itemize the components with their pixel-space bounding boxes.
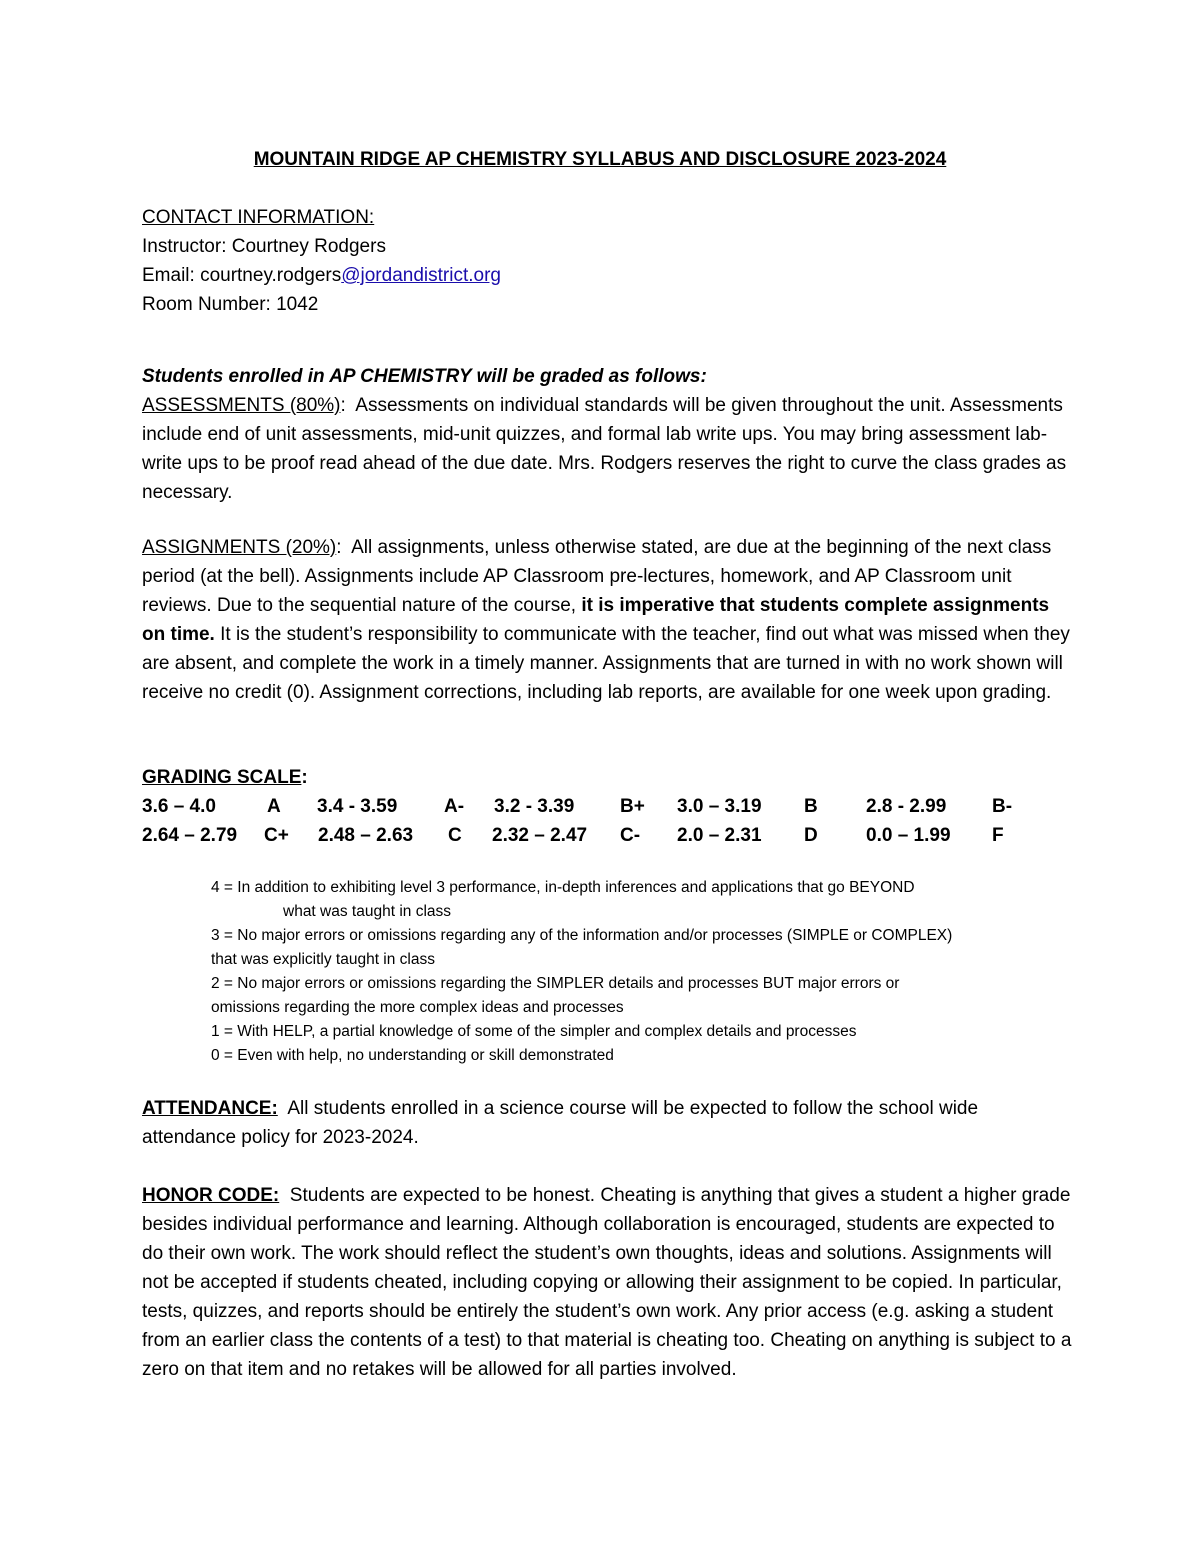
- grade-range: 2.32 – 2.47: [492, 825, 588, 846]
- page-title: MOUNTAIN RIDGE AP CHEMISTRY SYLLABUS AND DISCLOSURE 2023-2024: [253, 149, 947, 170]
- assignments-section: [142, 533, 1072, 707]
- grade-range: 2.0 – 2.31: [677, 825, 762, 846]
- honor-code-text: Students are expected to be honest. Cheating is anything that gives a student a higher grade besides individual performance and learning. Although collaboration is encouraged, students are expected to do their own work. The work should reflect the student’s own thoughts, ideas and solutions. Assignments will not be accepted if students cheated, including copying or allowing their assignment to be copied. In particular, tests, quizzes, and reports should be entirely the student’s own work. Any prior access (e.g. asking a student from an earlier class the contents of a test) to that material is cheating too. Cheating on anything is subject to a zero on that item and no retakes will be allowed for all parties involved.: [142, 1185, 1072, 1380]
- grade-letter: B+: [620, 796, 645, 817]
- grade-range: 3.0 – 3.19: [677, 796, 762, 817]
- attendance-text: All students enrolled in a science course will be expected to follow the school wide attendance policy for 2023-2024.: [142, 1098, 979, 1148]
- grade-letter: A-: [444, 796, 465, 817]
- grade-letter: D: [804, 825, 818, 846]
- level-0-line: 0 = Even with help, no understanding or skill demonstrated: [211, 1047, 614, 1064]
- level-2-line-1: 2 = No major errors or omissions regarding the SIMPLER details and processes BUT major errors or: [211, 975, 900, 992]
- grade-range: 0.0 – 1.99: [866, 825, 951, 846]
- assessments-heading: ASSESSMENTS (80%): [142, 395, 341, 416]
- honor-code-section: [142, 1181, 1072, 1384]
- instructor-line: Instructor: Courtney Rodgers: [142, 236, 386, 257]
- grade-range: 3.4 - 3.59: [317, 796, 398, 817]
- assignments-paragraph: [142, 533, 1072, 707]
- grading-scale-heading: GRADING SCALE: [142, 767, 302, 788]
- level-2-line-2: omissions regarding the more complex ideas and processes: [211, 999, 624, 1016]
- contact-section: [142, 203, 1072, 319]
- level-4-line-2: what was taught in class: [283, 903, 452, 920]
- grade-letter: B: [804, 796, 818, 817]
- grade-letter: C-: [620, 825, 641, 846]
- email-prefix: Email: courtney.rodgers: [142, 265, 342, 286]
- assignments-heading: ASSIGNMENTS (20%): [142, 537, 337, 558]
- grade-range: 2.64 – 2.79: [142, 825, 238, 846]
- grade-letter: B-: [992, 796, 1013, 817]
- assignments-text-a: All assignments, unless otherwise stated, are due at the beginning of the next class period (at the bell). Assignments include AP Classroom pre-lectures, homework, and AP Classroom unit reviews. Due to the sequential nature of the course,: [142, 537, 1052, 616]
- grade-range: 2.8 - 2.99: [866, 796, 947, 817]
- assessments-paragraph: [142, 391, 1072, 507]
- level-1-line: 1 = With HELP, a partial knowledge of some of the simpler and complex details and processes: [211, 1023, 857, 1040]
- grading-scale-row-1: [142, 792, 1072, 821]
- grade-letter: C: [448, 825, 462, 846]
- grade-letter: A: [267, 796, 281, 817]
- grade-range: 3.2 - 3.39: [494, 796, 575, 817]
- grade-letter: C+: [264, 825, 289, 846]
- grading-scale-colon: :: [301, 767, 308, 788]
- contact-heading: CONTACT INFORMATION:: [142, 207, 375, 228]
- assignments-text-bold: it is imperative that students complete assignments on time.: [142, 595, 1050, 645]
- room-line: Room Number: 1042: [142, 294, 319, 315]
- assignments-text-b: It is the student’s responsibility to communicate with the teacher, find out what was missed when they are absent, and complete the work in a timely manner. Assignments that are turned in with no work shown will receive no credit (0). Assignment corrections, including lab reports, are available for one week upon grading.: [142, 624, 1070, 703]
- attendance-heading: ATTENDANCE:: [142, 1098, 278, 1119]
- level-3-line-1: 3 = No major errors or omissions regarding any of the information and/or processes (SIMPLE or COMPLEX): [211, 927, 953, 944]
- grade-range: 3.6 – 4.0: [142, 796, 216, 817]
- assessments-section: [142, 362, 1072, 507]
- level-3-line-2: that was explicitly taught in class: [211, 951, 435, 968]
- proficiency-levels: [211, 876, 1071, 1068]
- email-line: [142, 261, 1072, 290]
- grading-intro: Students enrolled in AP CHEMISTRY will be graded as follows:: [142, 366, 707, 387]
- grade-letter: F: [992, 825, 1004, 846]
- honor-code-heading: HONOR CODE:: [142, 1185, 280, 1206]
- level-4-line-1: 4 = In addition to exhibiting level 3 performance, in-depth inferences and applications that go BEYOND: [211, 879, 915, 896]
- attendance-section: [142, 1094, 1072, 1152]
- grade-range: 2.48 – 2.63: [318, 825, 414, 846]
- assessments-colon: :: [340, 395, 346, 416]
- email-link[interactable]: @jordandistrict.org: [341, 265, 501, 286]
- assignments-colon: :: [336, 537, 342, 558]
- grading-scale-heading-line: [142, 763, 1072, 792]
- grading-scale-row-2: [142, 821, 1072, 850]
- assessments-text: Assessments on individual standards will be given throughout the unit. Assessments include end of unit assessments, mid-unit quizzes, and formal lab write ups. You may bring assessment lab-write ups to be proof read ahead of the due date. Mrs. Rodgers reserves the right to curve the class grades as necessary.: [142, 395, 1067, 503]
